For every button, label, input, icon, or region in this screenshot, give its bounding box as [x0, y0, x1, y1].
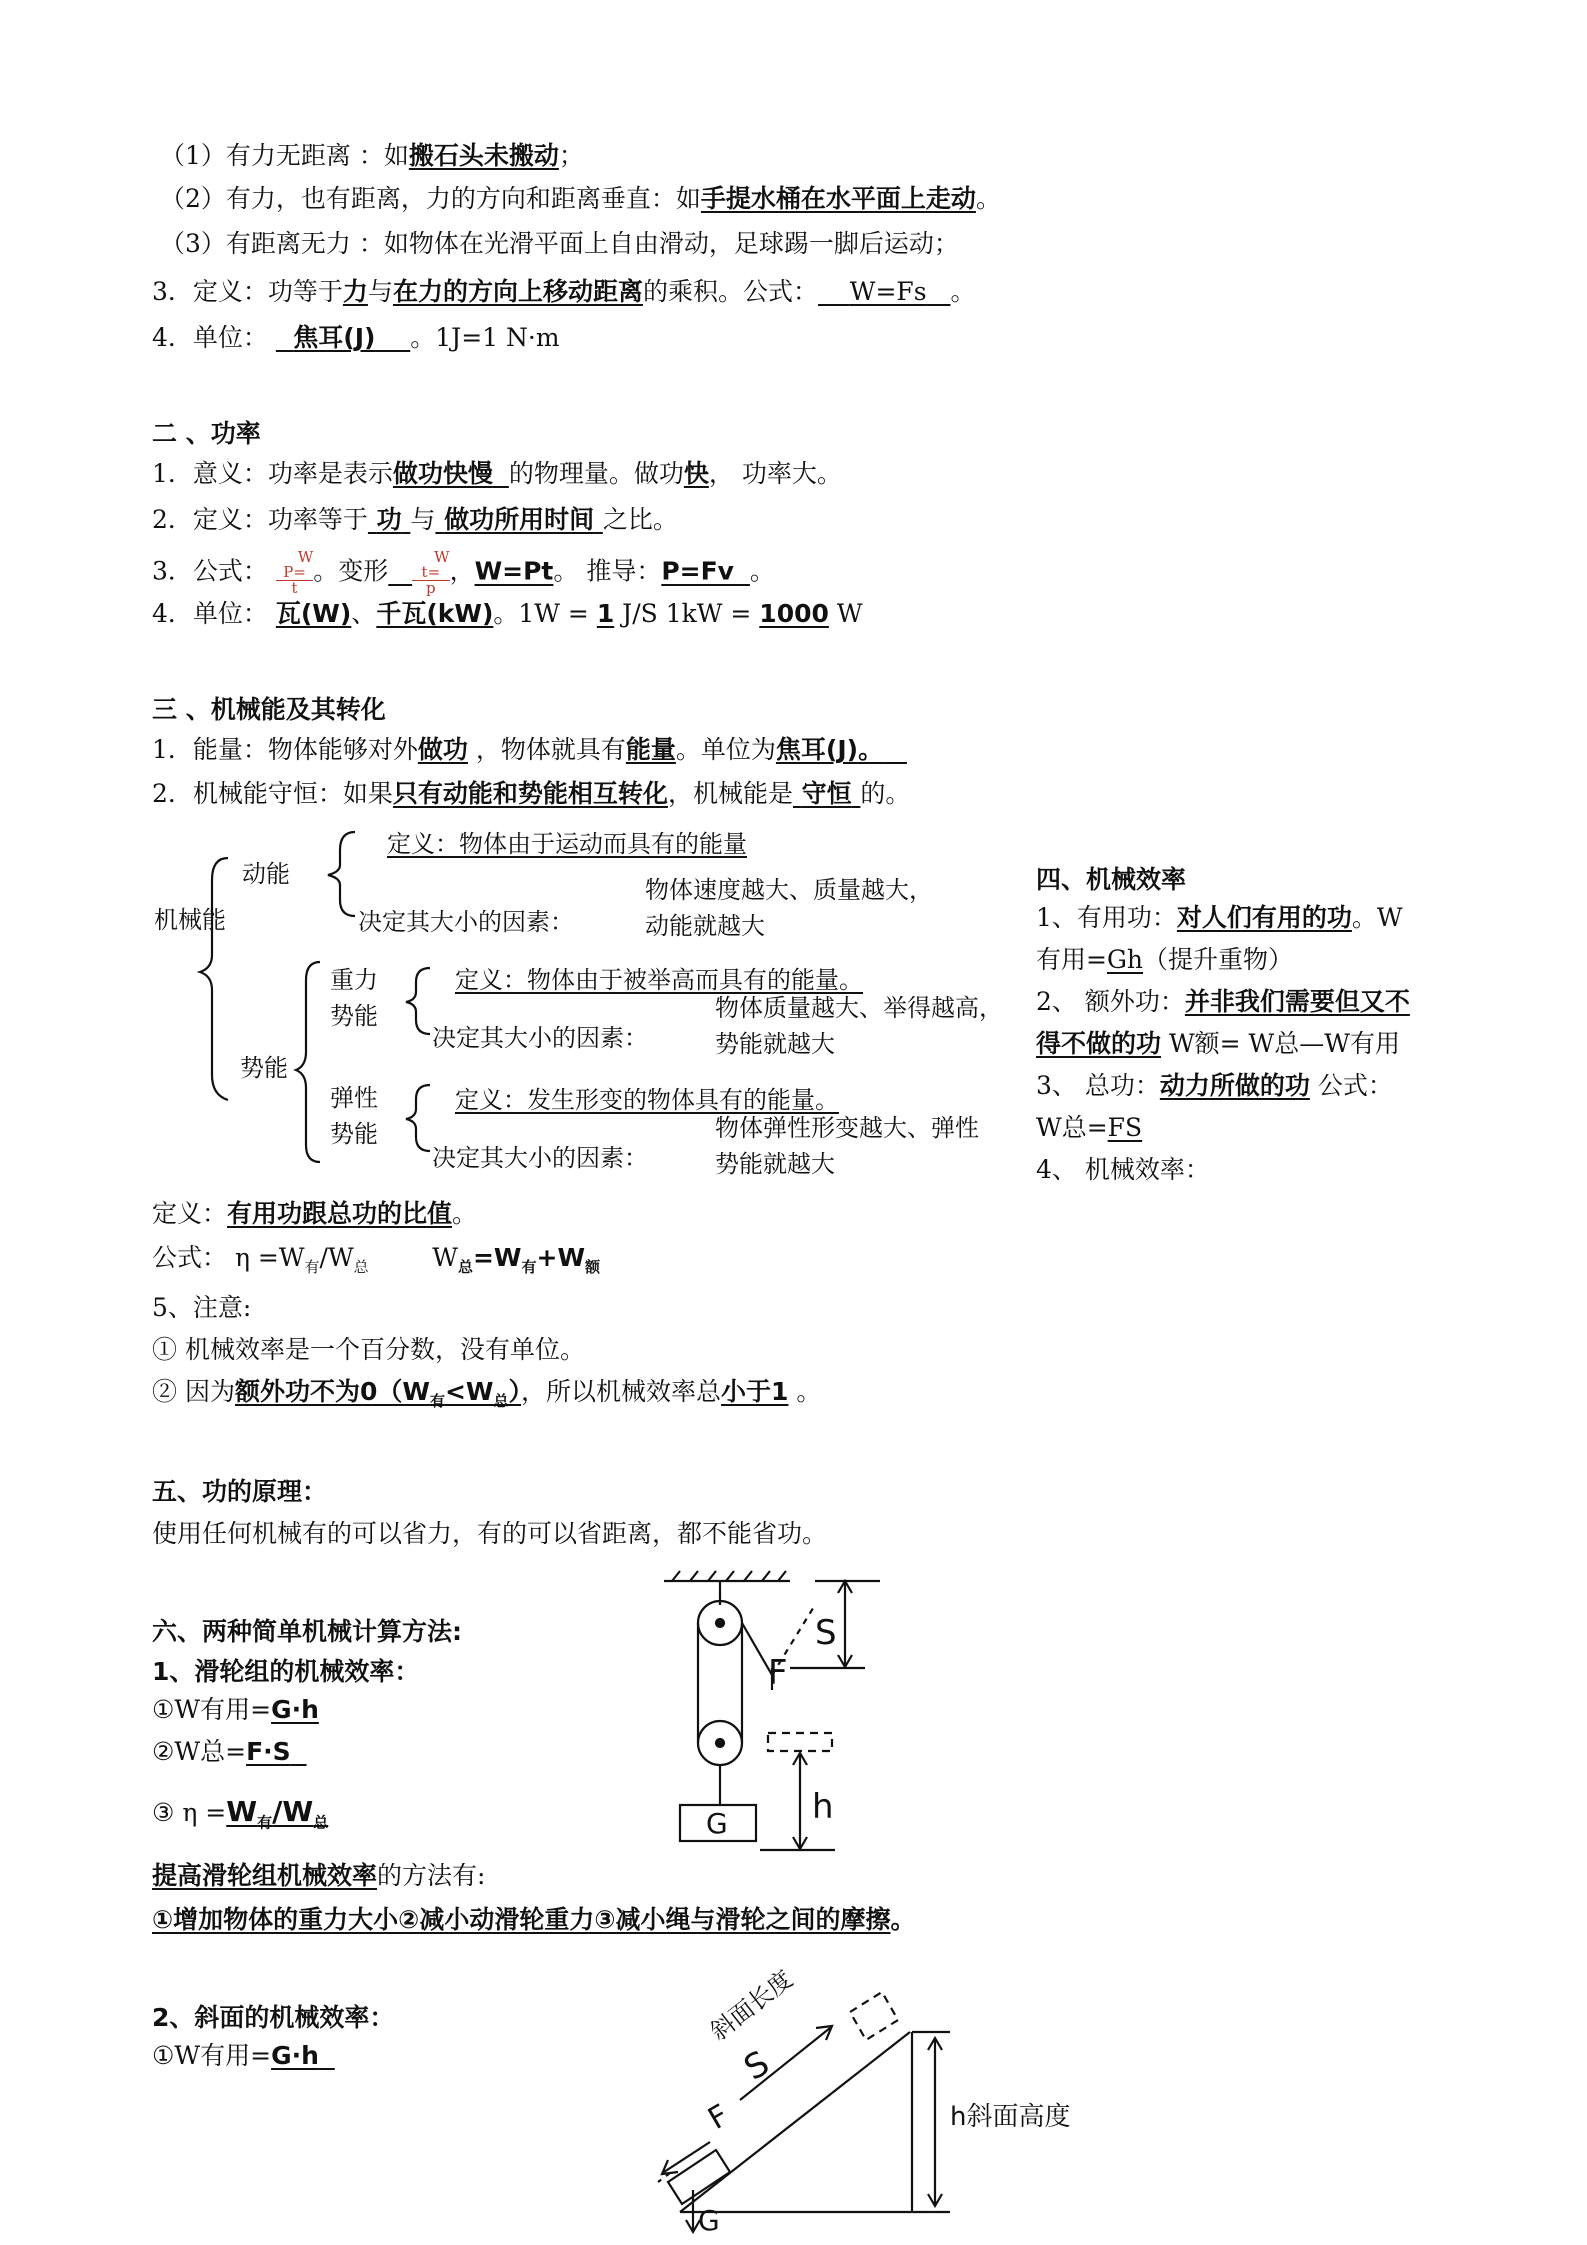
- efficiency-note-1: ① 机械效率是一个百分数，没有单位。: [152, 1335, 585, 1364]
- diagram-elastic-factor-text: 物体弹性形变越大、弹性 势能就越大: [715, 1114, 979, 1178]
- principle-text: 使用任何机械有的可以省力，有的可以省距离，都不能省功。: [152, 1519, 828, 1548]
- diagram-gravity-def: 定义：物体由于被举高而具有的能量。: [455, 966, 863, 994]
- diagram-kinetic-def: 定义：物体由于运动而具有的能量: [387, 830, 747, 858]
- incline-g-label: G: [698, 2204, 720, 2237]
- incline-slope-label: 斜面长度: [705, 1964, 798, 2047]
- pulley-total: ②W总=F·S: [152, 1737, 291, 1766]
- work-case-1: （1）有力无距离 ：如搬石头未搬动；: [160, 141, 584, 170]
- incline-figure: [650, 1950, 1070, 2240]
- efficiency-title: 四、机械效率: [1036, 865, 1187, 894]
- principle-title: 五、功的原理：: [152, 1477, 328, 1506]
- efficiency-total: 3、 总功：动力所做的功 公式：: [1036, 1071, 1393, 1100]
- power-formula: 3．公式： W P= t 。变形 W t= p ，W=Pt。 推导：P=Fv 。: [152, 548, 775, 597]
- power-meaning: 1．意义：功率是表示做功快慢 的物理量。做功快， 功率大。: [152, 459, 842, 488]
- power-definition: 2．定义：功率等于 功 与 做功所用时间 之比。: [152, 505, 678, 534]
- diagram-kinetic-factor-text: 物体速度越大、质量越大， 动能就越大: [645, 876, 933, 940]
- pulley-g-label: G: [706, 1807, 728, 1840]
- mech-energy: 1．能量：物体能够对外做功 ，物体就具有能量。单位为焦耳(J)。: [152, 735, 884, 764]
- diagram-gravity-factor: 决定其大小的因素：: [432, 1024, 648, 1052]
- pulley-s-label: S: [815, 1613, 837, 1653]
- mech-conservation: 2．机械能守恒：如果只有动能和势能相互转化，机械能是 守恒 的。: [152, 779, 911, 808]
- pulley-methods: ①增加物体的重力大小②减小动滑轮重力③减小绳与滑轮之间的摩擦。: [152, 1905, 916, 1934]
- diagram-potential: 势能: [240, 1054, 288, 1082]
- pulley-figure: [650, 1565, 910, 1865]
- efficiency-item-4: 4、 机械效率：: [1036, 1155, 1210, 1184]
- calc-title: 六、两种简单机械计算方法:: [152, 1617, 462, 1646]
- diagram-gravity: 重力 势能: [330, 966, 378, 1030]
- mech-title: 三 、机械能及其转化: [152, 695, 386, 724]
- work-case-2: （2）有力，也有距离，力的方向和距离垂直：如手提水桶在水平面上走动。: [160, 184, 1001, 213]
- pulley-h-label: h: [812, 1787, 834, 1827]
- incline-title: 2、斜面的机械效率：: [152, 2003, 395, 2032]
- pulley-f-label: F: [768, 1653, 788, 1693]
- diagram-kinetic: 动能: [242, 860, 290, 888]
- work-unit: 4．单位： 焦耳(J) 。1J=1 N·m: [152, 323, 560, 352]
- diagram-root-label: 机械能: [154, 906, 226, 934]
- diagram-kinetic-factor: 决定其大小的因素：: [358, 908, 574, 936]
- time-fraction: W t= p: [412, 550, 449, 596]
- pulley-improve: 提高滑轮组机械效率的方法有:: [152, 1861, 486, 1890]
- incline-height-label: h斜面高度: [950, 2102, 1071, 2132]
- incline-s-label: S: [737, 2043, 777, 2089]
- pulley-title: 1、滑轮组的机械效率：: [152, 1657, 420, 1686]
- diagram-elastic: 弹性 势能: [330, 1084, 378, 1148]
- power-fraction: W P= t: [276, 550, 313, 596]
- incline-drawing: [650, 1950, 1070, 2240]
- efficiency-total-2: W总=FS: [1036, 1113, 1143, 1142]
- efficiency-definition: 定义：有用功跟总功的比值。: [152, 1199, 478, 1228]
- pulley-efficiency: ③ $\eta =W_有/W_总$: [152, 1795, 329, 1832]
- power-title: 二 、功率: [152, 419, 261, 448]
- efficiency-useful: 1、有用功：对人们有用的功。W: [1036, 903, 1403, 932]
- diagram-elastic-def: 定义：发生形变的物体具有的能量。: [455, 1086, 839, 1114]
- diagram-elastic-factor: 决定其大小的因素：: [432, 1144, 648, 1172]
- efficiency-note-2: ② 因为额外功不为$0(W_有<W_总)$，所以机械效率总小于1 。: [152, 1377, 822, 1410]
- pulley-useful: ①W有用=G·h: [152, 1695, 319, 1724]
- diagram-gravity-factor-text: 物体质量越大、举得越高， 势能就越大: [715, 994, 1003, 1058]
- power-unit: 4．单位： 瓦(W)、千瓦(kW)。1W = 1 J/S 1kW = 1000 W: [152, 599, 863, 628]
- work-definition: 3．定义：功等于力与在力的方向上移动距离的乘积。公式： W=Fs 。: [152, 277, 976, 306]
- efficiency-extra: 2、 额外功：并非我们需要但又不: [1036, 987, 1410, 1016]
- pulley-drawing: [650, 1565, 910, 1865]
- efficiency-formula: 公式： $\eta =W_有/W_总$ $W_总=W_有+W_额$: [152, 1243, 601, 1276]
- efficiency-useful-2: 有用=Gh（提升重物）: [1036, 945, 1294, 974]
- mech-energy-diagram: [150, 820, 1020, 1200]
- efficiency-note-title: 5、注意:: [152, 1293, 252, 1322]
- efficiency-extra-2: 得不做的功 W额= W总—W有用: [1036, 1029, 1400, 1058]
- incline-useful: ①W有用=G·h: [152, 2041, 319, 2070]
- incline-f-label: F: [702, 2098, 735, 2137]
- work-case-3: （3）有距离无力 ：如物体在光滑平面上自由滑动，足球踢一脚后运动；: [160, 229, 959, 258]
